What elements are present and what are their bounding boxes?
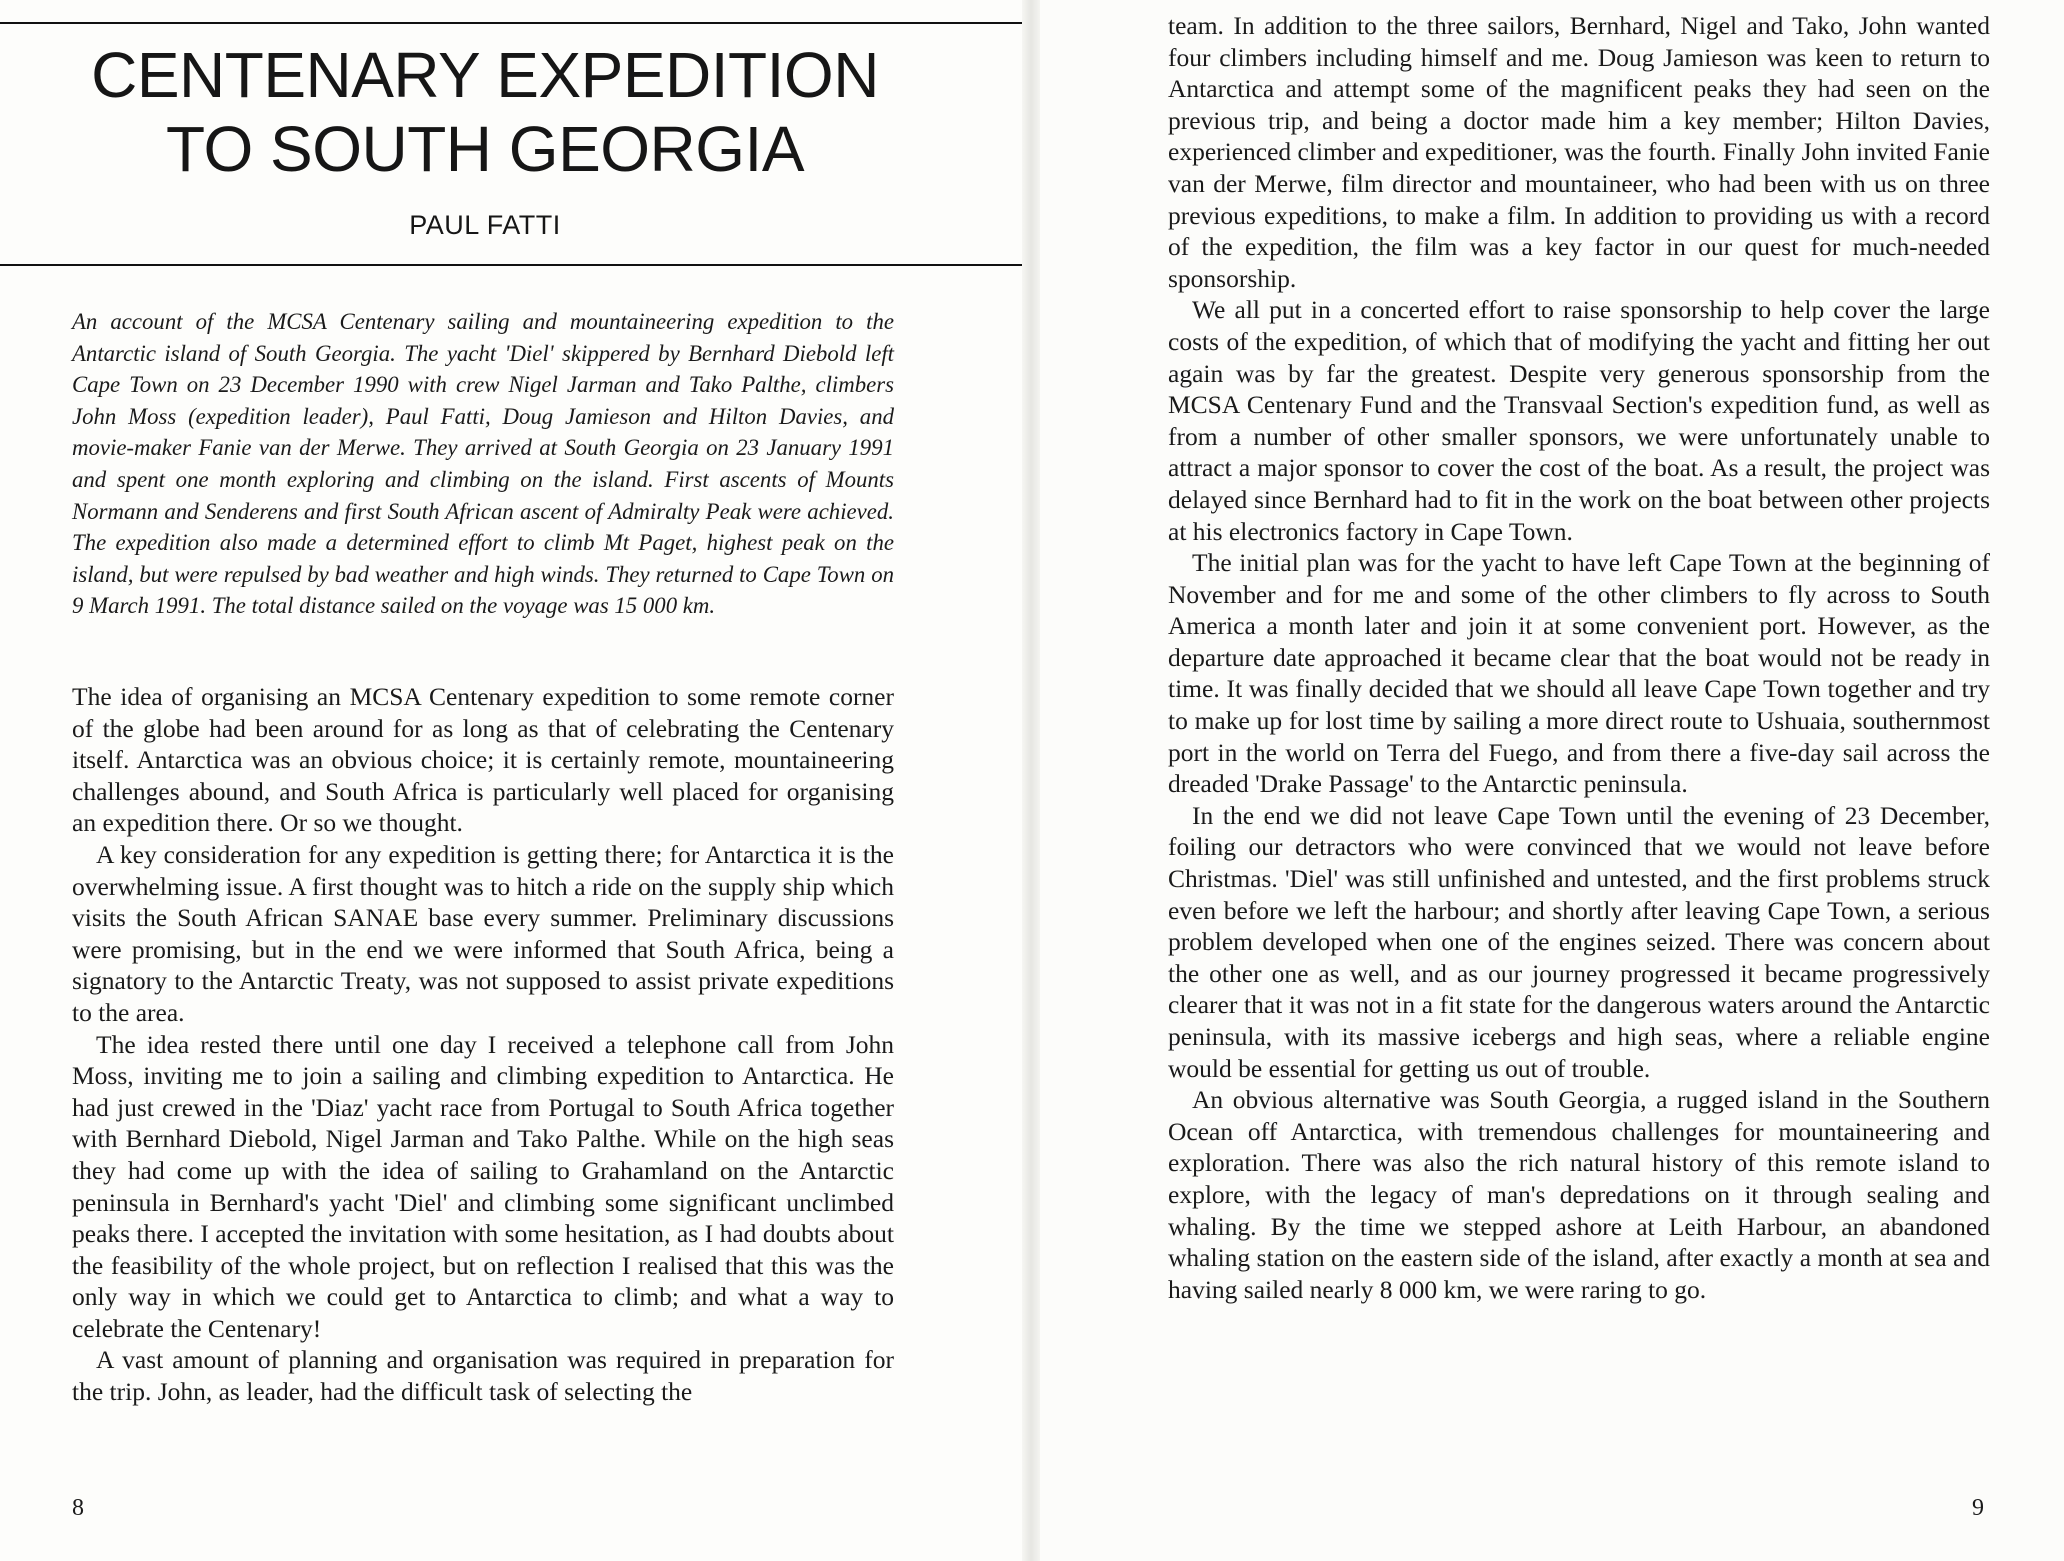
title-bottom-rule [0, 264, 1028, 266]
article-abstract: An account of the MCSA Centenary sailing and mountaineering expedition to the Antarctic island of South Georgia. The yacht 'Diel' skippered by Bernhard Diebold left Cape Town on 23 December 1990 with crew Nigel Jarman and Tako Palthe, climbers John Moss (expedition leader), Paul Fatti, Doug Jamieson and Hilton Davies, and movie-maker Fanie van der Merwe. They arrived at South Georgia on 23 January 1991 and spent one month exploring and climbing on the island. First ascents of Mounts Normann and Senderens and first South African ascent of Admiralty Peak were achieved. The expedition also made a determined effort to climb Mt Paget, highest peak on the island, but were repulsed by bad weather and high winds. They returned to Cape Town on 9 March 1991. The total distance sailed on the voyage was 15 000 km. [72, 309, 894, 619]
paragraph: The idea rested there until one day I received a telephone call from John Moss, inviting me to join a sailing and climbing expedition to Antarctica. He had just crewed in the 'Diaz' yacht race from Portugal to South Africa together with Bernhard Diebold, Nigel Jarman and Tako Palthe. While on the high seas they had come up with the idea of sailing to Grahamland on the Antarctic peninsula in Bernhard's yacht 'Diel' and climbing some significant unclimbed peaks there. I accepted the invitation with some hesitation, as I had doubts about the feasibility of the whole project, but on reflection I realised that this was the only way in which we could get to Antarctica to climb; and what a way to celebrate the Centenary! [72, 1029, 894, 1343]
left-page [0, 0, 1030, 1561]
paragraph: The initial plan was for the yacht to have left Cape Town at the beginning of November and for me and some of the other climbers to fly across to South America a month later and join it at some convenient port. However, as the departure date approached it became clear that the boat would not be ready in time. It was finally decided that we should all leave Cape Town together and try to make up for lost time by sailing a more direct route to Ushuaia, southernmost port in the world on Terra del Fuego, and from there a five-day sail across the dreaded 'Drake Passage' to the Antarctic peninsula. [1168, 548, 1990, 799]
page-number-right: 9 [1972, 1495, 1984, 1521]
paragraph: In the end we did not leave Cape Town until the evening of 23 December, foiling our detractors who were convinced that we would not leave before Christmas. 'Diel' was still unfinished and untested, and the first problems struck even before we left the harbour; and shortly after leaving Cape Town, a serious problem developed when one of the engines seized. There was concern about the other one as well, and as our journey progressed it became progressively clearer that it was not in a fit state for the dangerous waters around the Antarctic peninsula, with its massive icebergs and high seas, where a reliable engine would be essential for getting us out of trouble. [1168, 800, 1990, 1083]
article-author: PAUL FATTI [409, 210, 561, 240]
article-title [60, 38, 910, 186]
paragraph: The idea of organising an MCSA Centenary expedition to some remote corner of the globe had been around for as long as that of celebrating the Centenary itself. Antarctica was an obvious choice; it is certainly remote, mountaineering challenges abound, and South Africa is particularly well placed for organising an expedition there. Or so we thought. [72, 682, 894, 838]
right-body-text [1168, 10, 1990, 1305]
left-body-text [72, 681, 894, 1408]
paragraph: A vast amount of planning and organisation was required in preparation for the trip. John, as leader, had the difficult task of selecting the [72, 1345, 894, 1407]
title-top-rule [0, 22, 1028, 24]
paragraph: An obvious alternative was South Georgia, a rugged island in the Southern Ocean off Antarctica, with tremendous challenges for mountaineering and exploration. There was also the rich natural history of this remote island to explore, with the legacy of man's depredations on it through sealing and whaling. By the time we stepped ashore at Leith Harbour, an abandoned whaling station on the eastern side of the island, after exactly a month at sea and having sailed nearly 8 000 km, we were raring to go. [1168, 1085, 1990, 1304]
paragraph: We all put in a concerted effort to raise sponsorship to help cover the large costs of the expedition, of which that of modifying the yacht and fitting her out again was by far the greatest. Despite very generous sponsorship from the MCSA Centenary Fund and the Transvaal Section's expedition fund, as well as from a number of other smaller sponsors, we were unfortunately unable to attract a major sponsor to cover the cost of the boat. As a result, the project was delayed since Bernhard had to fit in the work on the boat between other projects at his electronics factory in Cape Town. [1168, 295, 1990, 546]
page-number-left: 8 [72, 1495, 84, 1521]
title-line-2: TO SOUTH GEORGIA [166, 113, 804, 185]
book-gutter [1022, 0, 1040, 1561]
paragraph: A key consideration for any expedition is getting there; for Antarctica it is the overwhelming issue. A first thought was to hitch a ride on the supply ship which visits the South African SANAE base every summer. Preliminary discussions were promising, but in the end we were informed that South Africa, being a signatory to the Antarctic Treaty, was not supposed to assist private expeditions to the area. [72, 839, 894, 1027]
paragraph: team. In addition to the three sailors, Bernhard, Nigel and Tako, John wanted four climbers including himself and me. Doug Jamieson was keen to return to Antarctica and attempt some of the magnificent peaks they had seen on the previous trip, and being a doctor made him a key member; Hilton Davies, experienced climber and expeditioner, was the fourth. Finally John invited Fanie van der Merwe, film director and mountaineer, who had been with us on three previous expeditions, to make a film. In addition to providing us with a record of the expedition, the film was a key factor in our quest for much-needed sponsorship. [1168, 11, 1990, 293]
title-line-1: CENTENARY EXPEDITION [91, 39, 879, 111]
